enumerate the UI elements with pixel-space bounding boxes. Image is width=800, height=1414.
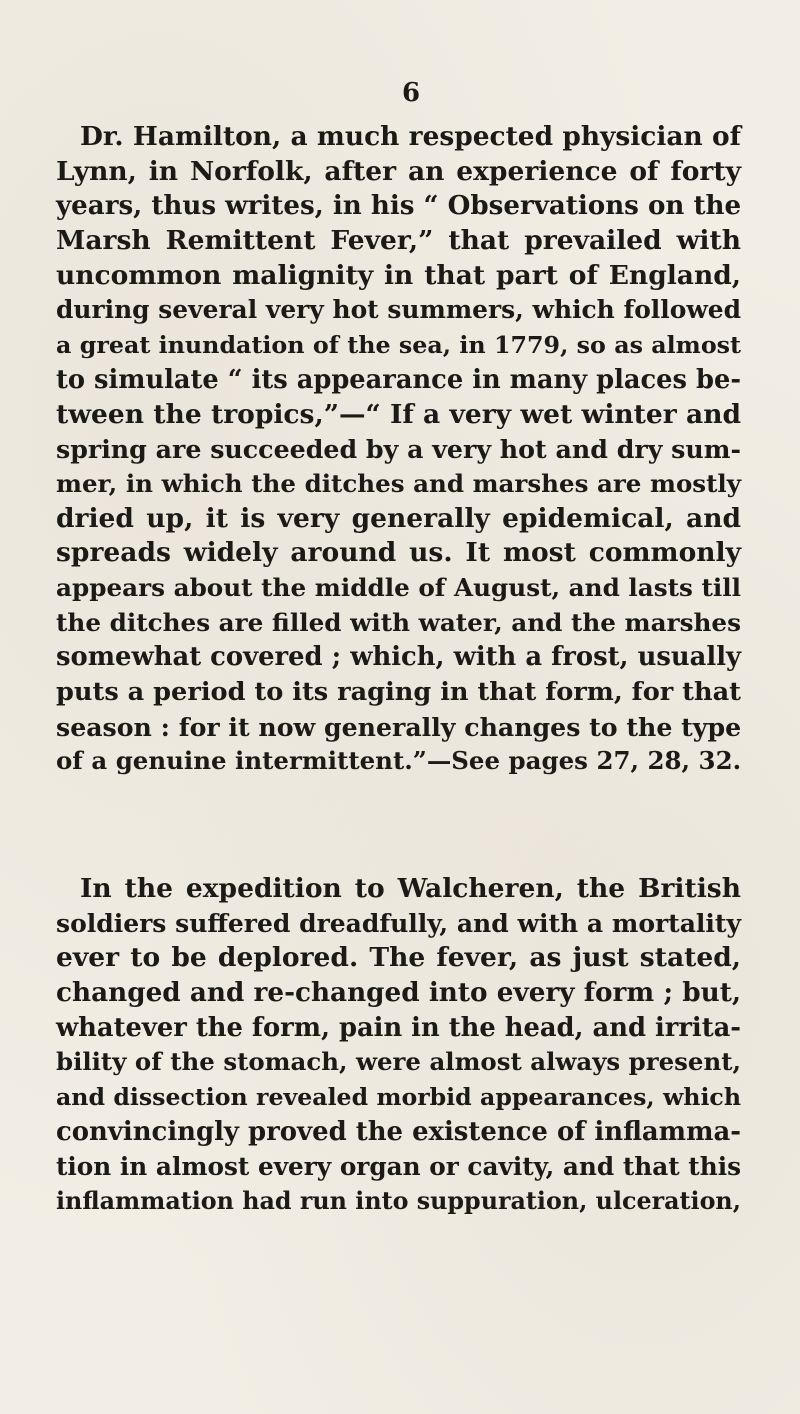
text-line: soldiers suffered dreadfully, and with a mortality	[56, 908, 741, 938]
text-line: Lynn, in Norfolk, after an experience of forty	[56, 155, 741, 187]
paragraph-walcheren	[56, 872, 741, 1219]
page-number: 6	[402, 78, 422, 108]
text-line: bility of the stomach, were almost always present,	[56, 1047, 741, 1077]
text-line: and dissection revealed morbid appearances, which	[56, 1083, 741, 1112]
text-line: a great inundation of the sea, in 1779, so as almost	[56, 331, 741, 360]
text-line: years, thus writes, in his “ Observations on the	[56, 190, 742, 222]
text-line: appears about the middle of August, and lasts till	[56, 572, 741, 602]
text-line: ever to be deplored. The fever, as just stated,	[56, 942, 741, 974]
text-line: Marsh Remittent Fever,” that prevailed with	[56, 225, 741, 257]
text-line: dried up, it is very generally epidemical, and	[56, 502, 741, 534]
text-line: tion in almost every organ or cavity, and that this	[56, 1151, 741, 1181]
text-line: In the expedition to Walcheren, the British	[80, 873, 741, 904]
text-line: during several very hot summers, which followed	[56, 295, 741, 325]
text-line: season : for it now generally changes to the type	[56, 711, 742, 742]
text-line: Dr. Hamilton, a much respected physician of	[80, 121, 741, 152]
text-line: spring are succeeded by a very hot and dry sum-	[56, 434, 741, 465]
text-line: changed and re-changed into every form ; but,	[56, 977, 741, 1009]
text-line: spreads widely around us. It most commonly	[56, 537, 741, 569]
text-line: mer, in which the ditches and marshes are mostly	[56, 468, 741, 498]
text-line: uncommon malignity in that part of England,	[56, 259, 741, 291]
text-line: inflammation had run into suppuration, ulceration,	[56, 1187, 741, 1216]
text-line: puts a period to its raging in that form, for that	[56, 677, 741, 707]
text-line: to simulate “ its appearance in many places be-	[56, 364, 741, 395]
text-line: tween the tropics,”—“ If a very wet winter and	[56, 398, 741, 430]
text-line: convincingly proved the existence of inflamma-	[56, 1116, 741, 1147]
text-line: whatever the form, pain in the head, and irrita-	[56, 1012, 741, 1043]
text-line: of a genuine intermittent.”—See pages 27, 28, 32.	[56, 746, 742, 776]
text-line: the ditches are filled with water, and the marshes	[56, 607, 741, 637]
paragraph-hamilton	[56, 120, 741, 779]
text-line: somewhat covered ; which, with a frost, usually	[56, 642, 741, 673]
